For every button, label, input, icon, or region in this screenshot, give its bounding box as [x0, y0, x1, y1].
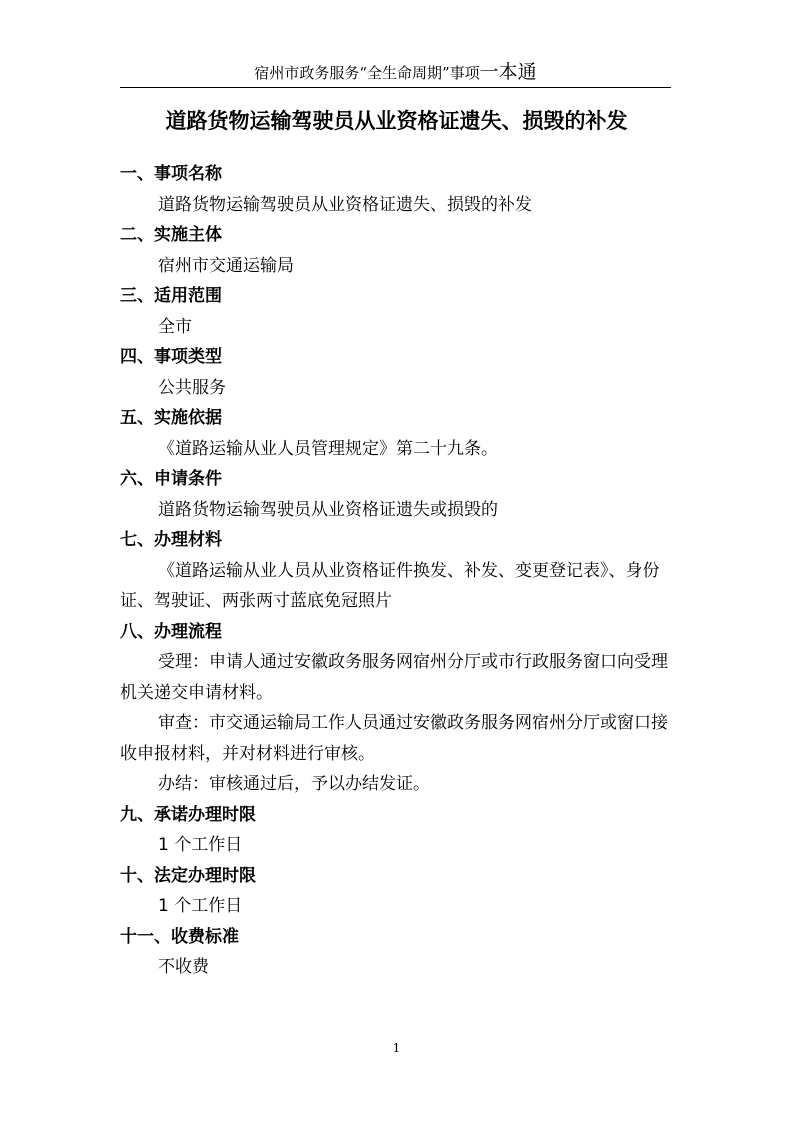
section-heading-process: 八、办理流程: [120, 621, 222, 642]
header-suffix: 一本通: [479, 61, 537, 83]
section-text-item-type: 公共服务: [158, 377, 226, 398]
section-heading-implementing-body: 二、实施主体: [120, 225, 222, 245]
section-heading-legal-basis: 五、实施依据: [120, 408, 222, 428]
section-text-implementing-body: 宿州市交通运输局: [158, 255, 294, 276]
section-text-promised-time: 1 个工作日: [158, 835, 243, 855]
section-text-process-review: 审查：市交通运输局工作人员通过安徽政务服务网宿州分厅或窗口接收申报材料，并对材料进行审核。: [120, 713, 668, 764]
section-text-statutory-time: 1 个工作日: [158, 896, 243, 916]
header-prefix: 宿州市政务服务“全生命周期”事项: [254, 64, 480, 82]
section-heading-fees: 十一、收费标准: [120, 926, 239, 947]
running-header: [120, 62, 671, 83]
section-heading-scope: 三、适用范围: [120, 286, 222, 306]
header-rule: [120, 87, 671, 88]
section-text-scope: 全市: [158, 316, 192, 337]
section-heading-item-type: 四、事项类型: [120, 347, 222, 367]
section-heading-item-name: 一、事项名称: [120, 164, 222, 184]
document-title: 道路货物运输驾驶员从业资格证遗失、损毁的补发: [165, 109, 628, 133]
section-heading-promised-time: 九、承诺办理时限: [120, 804, 256, 825]
section-text-fees: 不收费: [158, 957, 209, 977]
page-number: 1: [392, 1041, 401, 1055]
section-text-process-accept: 受理：申请人通过安徽政务服务网宿州分厅或市行政服务窗口向受理机关递交申请材料。: [120, 652, 668, 703]
section-text-item-name: 道路货物运输驾驶员从业资格证遗失、损毁的补发: [158, 194, 532, 215]
section-heading-materials: 七、办理材料: [120, 530, 222, 550]
section-heading-conditions: 六、申请条件: [120, 469, 222, 489]
section-heading-statutory-time: 十、法定办理时限: [120, 865, 256, 886]
document-body: [120, 159, 680, 983]
section-text-legal-basis: 《道路运输从业人员管理规定》第二十九条。: [158, 438, 498, 459]
section-text-process-complete: 办结：审核通过后，予以办结发证。: [158, 774, 430, 794]
section-text-materials: 《道路运输从业人员从业资格证件换发、补发、变更登记表》、身份证、驾驶证、两张两寸蓝底免冠照片: [120, 560, 660, 611]
section-text-conditions: 道路货物运输驾驶员从业资格证遗失或损毁的: [158, 499, 498, 520]
